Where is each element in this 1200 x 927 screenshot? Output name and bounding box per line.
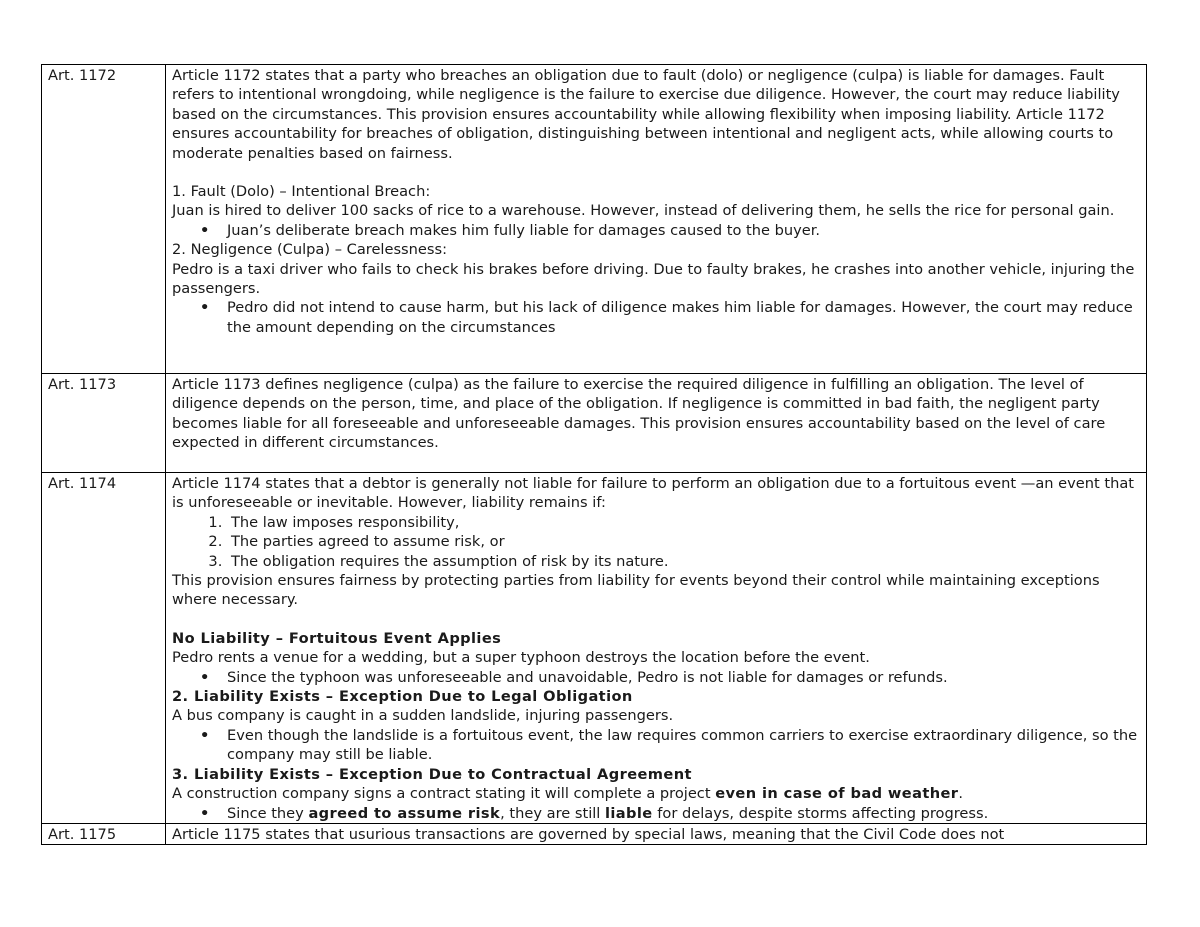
document-page <box>41 64 1147 845</box>
conditions-list <box>172 513 1140 571</box>
condition-item: 2. The parties agreed to assume risk, or <box>227 532 1140 551</box>
article-conclusion: This provision ensures fairness by protecting parties from liability for events beyond their control while maintaining exceptions where necessary. <box>172 572 1100 609</box>
example-heading: No Liability – Fortuitous Event Applies <box>172 629 502 647</box>
example-bullet: • Pedro did not intend to cause harm, but his lack of diligence makes him liable for damages. However, the court may reduce the amount depending on the circumstances <box>227 298 1140 337</box>
articles-table <box>41 64 1147 845</box>
article-description <box>166 65 1147 374</box>
condition-item: 3. The obligation requires the assumption of risk by its nature. <box>227 552 1140 571</box>
table-row <box>42 823 1147 844</box>
table-row <box>42 65 1147 374</box>
example-text: Juan is hired to deliver 100 sacks of rice to a warehouse. However, instead of delivering them, he sells the rice for personal gain. <box>172 202 1115 220</box>
example-text: Pedro rents a venue for a wedding, but a super typhoon destroys the location before the event. <box>172 649 870 667</box>
table-row <box>42 473 1147 824</box>
article-summary: Article 1174 states that a debtor is generally not liable for failure to perform an obligation due to a fortuitous event —an event that is unforeseeable or inevitable. However, liability remains if: <box>172 475 1134 512</box>
example-bullets <box>172 726 1140 765</box>
article-description <box>166 374 1147 473</box>
article-summary: Article 1175 states that usurious transactions are governed by special laws, meaning that the Civil Code does not <box>172 825 1005 843</box>
article-description <box>166 473 1147 824</box>
example-bullet: • Juan’s deliberate breach makes him fully liable for damages caused to the buyer. <box>227 221 1140 240</box>
example-heading: 2. Negligence (Culpa) – Carelessness: <box>172 241 448 259</box>
example-text: A construction company signs a contract stating it will complete a project even in case of bad weather. <box>172 785 964 803</box>
example-bullet: • Since the typhoon was unforeseeable and unavoidable, Pedro is not liable for damages or refunds. <box>227 668 1140 687</box>
example-bullet: • Even though the landslide is a fortuitous event, the law requires common carriers to exercise extraordinary diligence, so the company may still be liable. <box>227 726 1140 765</box>
article-summary: Article 1173 defines negligence (culpa) as the failure to exercise the required diligence in fulfilling an obligation. The level of diligence depends on the person, time, and place of the obligation. If negligence is committed in bad faith, the negligent party becomes liable for all foreseeable and unforeseeable damages. This provision ensures accountability based on the level of care expected in different circumstances. <box>172 376 1106 452</box>
example-bullet: • Since they agreed to assume risk, they are still liable for delays, despite storms affecting progress. <box>227 804 1140 823</box>
example-heading: 3. Liability Exists – Exception Due to Contractual Agreement <box>172 765 692 783</box>
example-bullets <box>172 668 1140 687</box>
article-number: Art. 1174 <box>42 473 166 824</box>
article-description <box>166 823 1147 844</box>
example-heading: 2. Liability Exists – Exception Due to Legal Obligation <box>172 688 633 706</box>
example-bullets <box>172 298 1140 337</box>
article-number: Art. 1172 <box>42 65 166 374</box>
example-bullets <box>172 221 1140 240</box>
condition-item: 1. The law imposes responsibility, <box>227 513 1140 532</box>
article-number: Art. 1173 <box>42 374 166 473</box>
example-text: A bus company is caught in a sudden landslide, injuring passengers. <box>172 707 674 725</box>
example-text: Pedro is a taxi driver who fails to check his brakes before driving. Due to faulty brakes, he crashes into another vehicle, injuring the passengers. <box>172 260 1135 298</box>
article-number: Art. 1175 <box>42 823 166 844</box>
example-heading: 1. Fault (Dolo) – Intentional Breach: <box>172 183 431 201</box>
example-bullets <box>172 804 1140 823</box>
table-row <box>42 374 1147 473</box>
article-summary: Article 1172 states that a party who breaches an obligation due to fault (dolo) or negligence (culpa) is liable for damages. Fault refers to intentional wrongdoing, while negligence is the failure to exercise due diligence. However, the court may reduce liability based on the circumstances. This provision ensures accountability while allowing flexibility when imposing liability. Article 1172 ensures accountability for breaches of obligation, distinguishing between intentional and negligent acts, while allowing courts to moderate penalties based on fairness. <box>172 67 1120 162</box>
